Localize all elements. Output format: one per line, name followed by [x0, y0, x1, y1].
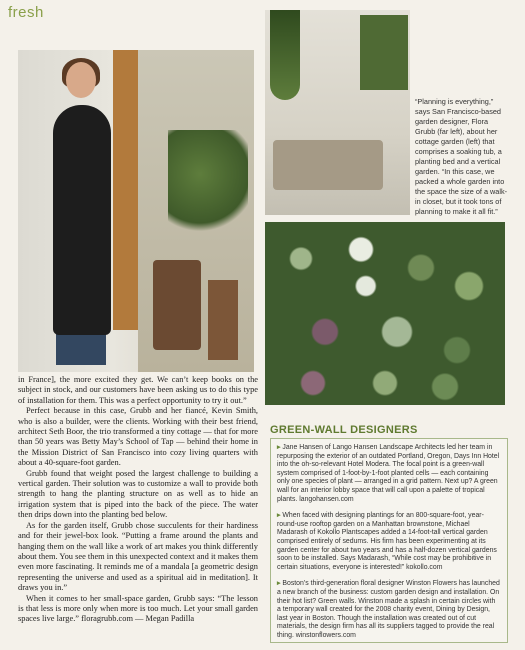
photo-tub: [273, 140, 383, 190]
article-paragraph: Grubb found that weight posed the largest challenge to building a vertical garden. Their solution was to customize a wall to provide both strength to hang the planting structure on as well as to hide an irrigation system that is piped into the back of the piece. The water then drips down into the planting bed below.: [18, 468, 258, 520]
photo-plants: [168, 130, 248, 240]
article-paragraph: Perfect because in this case, Grubb and her fiancé, Kevin Smith, who is also a builder, were the clients. Working with their best friend, architect Seth Boor, the trio transformed a tiny cottage — that for more than 50 years was Betty May’s School of Tap — behind their home in the Mission District of San Francisco into cozy living quarters with about a 40-square-foot garden.: [18, 406, 258, 468]
photo-wood-plank: [113, 50, 138, 330]
bullet-icon: ▸: [277, 580, 281, 588]
bullet-icon: ▸: [277, 512, 281, 520]
sidebar-box: [270, 438, 508, 643]
section-label: fresh: [8, 4, 44, 21]
sidebar-item: [277, 444, 501, 504]
article-paragraph: As for the garden itself, Grubb chose succulents for their hardiness and for their jewel-box look. “Putting a frame around the plants and hanging them on the wall like a work of art makes you think differently about them. You see them in this unexpected context and it makes them even more fascinating. It reminds me of a mandala [a geometric design representing the universe and used as a spiritual aid in meditation]. It draws you in.”: [18, 520, 258, 593]
article-paragraph: in France], the more excited they get. We can’t keep books on the subject in stock, and our customers have been asking us to do this type of installation for them. This was a perfect opportunity to try it out.”: [18, 375, 258, 405]
sidebar-item-text: Boston’s third-generation floral designer Winston Flowers has launched a new branch of the business: custom garden design and installation. On their hot list? Green walls. Winston made a splash in certain circles with a temporary wall created for the 2008 charity event, Dining by Design, last year in Boston. Though the installation was created out of cut materials, the design firm has all its suppliers tagged to provide the real thing. winstonflowers.com: [277, 580, 500, 639]
photo-figure-head: [66, 62, 96, 98]
sidebar-title: GREEN-WALL DESIGNERS: [270, 424, 418, 436]
sidebar-item-text: When faced with designing plantings for an 800-square-foot, year-round-use rooftop garden on a Manhattan brownstone, Michael Madarash of Kokollo Plantscapes added a 14-foot-tall vertical garden comprised entirely of sedums. His firm has been experimenting at its garden center for about two years and has a half-dozen vertical gardens soon to be installed. Says Madarash, “While cost may be prohibitive in certain situations, everyone is interested!” kokollo.com: [277, 512, 497, 571]
photo-vertical-garden-frame: [360, 15, 408, 90]
photo-planter: [208, 280, 238, 360]
photo-designer-portrait: [18, 50, 254, 372]
photo-succulent-wall: [265, 222, 505, 405]
sidebar-item: [277, 512, 501, 572]
article-paragraph: When it comes to her small-space garden, Grubb says: “The lesson is that less is more only when more is too much. Let your small garden spaces live large.” floragrubb.com — Megan Padilla: [18, 593, 258, 624]
photo-planter: [153, 260, 201, 350]
sidebar-item-text: Jane Hansen of Lango Hansen Landscape Architects led her team in repurposing the exterior of an outdated Portland, Oregon, Days Inn Hotel into the oh-so-relevant Hotel Modera. The focal point is a green-wall system comprised of 1-foot-by-1-foot planted cells — each containing only one species of plant — arranged in a grid pattern. Next up? A green wall for an interior lobby space that will call upon a palette of tropical plants. langohansen.com: [277, 444, 500, 503]
sidebar-item: [277, 580, 501, 640]
photo-caption: “Planning is everything,” says San Francisco-based garden designer, Flora Grubb (far left), about her cottage garden (left) that comprises a soaking tub, a planting bed and a vertical garden. “In this case, we packed a whole garden into the space the size of a walk-in closet, but it took tons of planning to make it all fit.”: [415, 97, 508, 216]
photo-figure: [53, 105, 111, 335]
article-body: [18, 375, 258, 625]
bullet-icon: ▸: [277, 444, 281, 451]
photo-vine: [270, 10, 300, 100]
photo-soaking-tub: [265, 10, 410, 215]
